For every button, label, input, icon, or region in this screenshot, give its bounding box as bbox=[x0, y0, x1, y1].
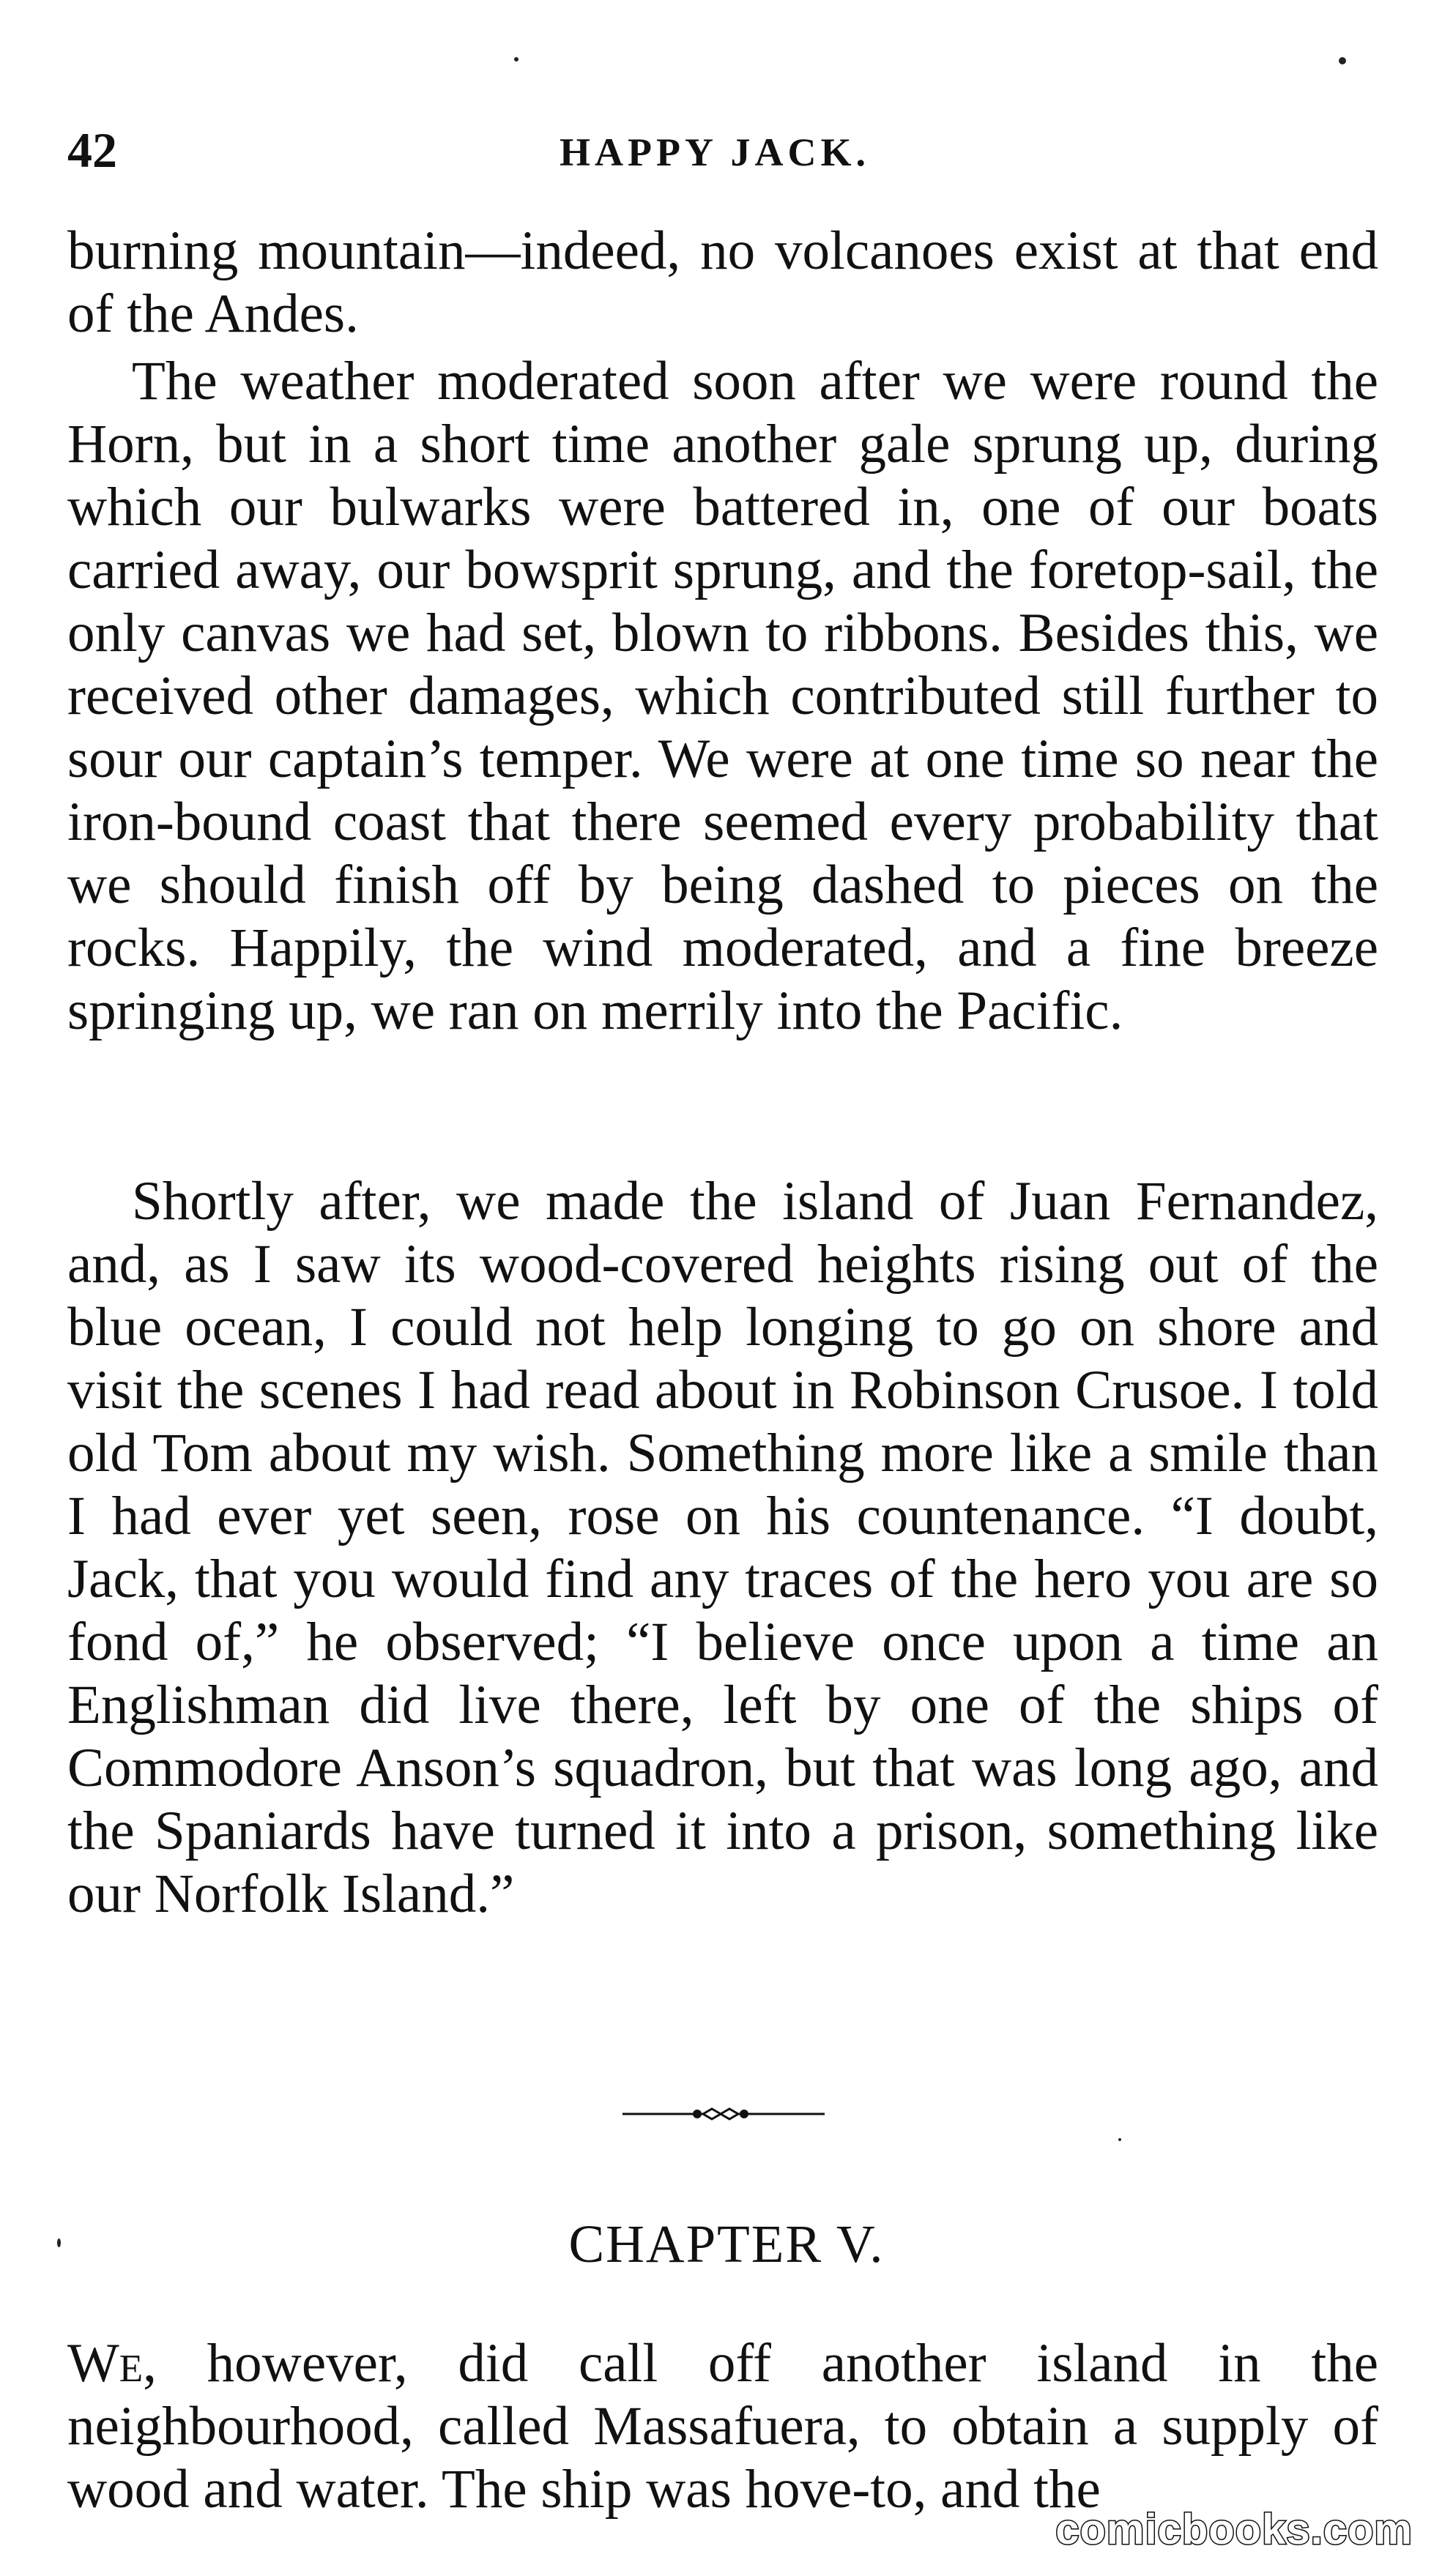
print-speck bbox=[1339, 57, 1346, 64]
paragraph-text: The weather moderated soon after we were round the Horn, but in a short time another gale sprung up, during which our bulwarks were battered in, one of our boats carried away, our bowsprit sprung, and the foretop-sail, the only canvas we had set, blown to ribbons. Besides this, we received other damages, which contributed still further to sour our captain’s temper. We were at one time so near the iron-bound coast that there seemed every probability that we should finish off by being dashed to pieces on the rocks. Happily, the wind moderated, and a fine breeze springing up, we ran on merrily into the Pacific. bbox=[67, 351, 1378, 1041]
chapter-opening bbox=[67, 2332, 1378, 2521]
chapter-heading: CHAPTER V. bbox=[568, 2214, 885, 2274]
page-number: 42 bbox=[67, 122, 117, 178]
chapter-opening-text: , however, did call off another island in the neighbourhood, called Massafuera, to obtain a supply of wood and water. The ship was hove-to, and the bbox=[67, 2333, 1378, 2520]
running-title: HAPPY JACK. bbox=[560, 130, 870, 174]
paragraph-weather bbox=[67, 350, 1378, 1043]
page-header bbox=[67, 121, 1386, 179]
chapter-opening-paragraph bbox=[67, 2332, 1378, 2521]
chapter-initial-smallcaps: e bbox=[119, 2333, 144, 2394]
paragraph-juan-fernandez bbox=[67, 1170, 1378, 1926]
print-speck bbox=[1118, 2138, 1121, 2141]
section-divider-ornament bbox=[623, 2103, 825, 2125]
paragraph-text: Shortly after, we made the island of Juan Fernandez, and, as I saw its wood-covered heights rising out of the blue ocean, I could not help longing to go on shore and visit the scenes I had read about in Robinson Crusoe. I told old Tom about my wish. Something more like a smile than I had ever yet seen, rose on his countenance. “I doubt, Jack, that you would find any traces of the hero you are so fond of,” he observed; “I believe once upon a time an Englishman did live there, left by one of the ships of Commodore Anson’s squadron, but that was long ago, and the Spaniards have turned it into a prison, something like our Norfolk Island.” bbox=[67, 1171, 1378, 1924]
paragraph-text: burning mountain—indeed, no volcanoes exist at that end of the Andes. bbox=[67, 220, 1378, 344]
print-speck bbox=[514, 57, 519, 62]
site-watermark: comicbooks.com bbox=[1055, 2506, 1413, 2553]
chapter-initial: W bbox=[67, 2333, 119, 2394]
paragraph-continuation bbox=[67, 220, 1378, 346]
